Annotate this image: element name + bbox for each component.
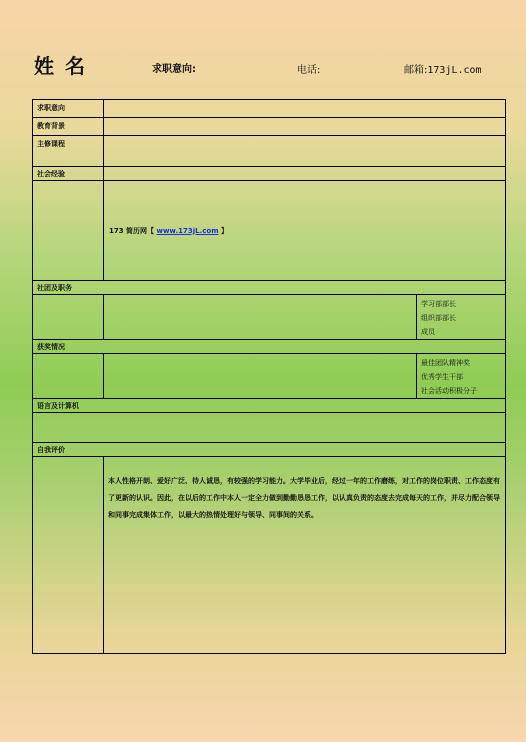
award-item: 社会活动积极分子 [421, 387, 477, 395]
experience-header-filler [104, 167, 506, 181]
row-awards-body [33, 354, 506, 399]
clubs-content[interactable] [104, 295, 417, 340]
row-awards-header [33, 340, 506, 354]
row-clubs-body [33, 295, 506, 340]
award-item: 最佳团队精神奖 [421, 359, 470, 367]
row-job-intent [33, 100, 506, 118]
experience-prefix: 173 简历网【 [109, 226, 155, 235]
experience-suffix: 】 [220, 226, 228, 235]
phone-label: 电话: [297, 65, 321, 76]
row-language-body [33, 413, 506, 443]
resume-header [0, 0, 526, 90]
row-experience-body [33, 181, 506, 281]
name-title: 姓 名 [34, 54, 87, 78]
awards-left-cell [33, 354, 104, 399]
job-intent-header-label: 求职意向: [152, 64, 196, 75]
self-eval-left-cell [33, 457, 104, 654]
experience-left-cell [33, 181, 104, 281]
email-value: 173jL.com [427, 65, 482, 76]
row-experience-header [33, 167, 506, 181]
experience-label: 社会经验 [33, 167, 104, 181]
award-item: 优秀学生干部 [421, 373, 463, 381]
site-link[interactable]: www.173jL.com [156, 226, 219, 235]
email-label-text: 邮箱: [404, 65, 428, 76]
job-intent-content[interactable] [104, 100, 506, 118]
awards-list [417, 354, 506, 399]
self-eval-label: 自我评价 [33, 443, 506, 457]
language-content[interactable] [33, 413, 506, 443]
club-role-item: 组织部部长 [421, 314, 456, 322]
clubs-label: 社团及职务 [33, 281, 506, 295]
clubs-left-cell [33, 295, 104, 340]
education-label: 教育背景 [33, 118, 104, 136]
row-language-header [33, 399, 506, 413]
self-eval-content[interactable]: 本人性格开朗、爱好广泛、待人诚恳，有较强的学习能力。大学毕业后，经过一年的工作磨练，对工作的岗位职责、工作态度有了更新的认识。因此，在以后的工作中本人一定全力做到勤勤恳恳工作，以认真负责的态度去完成每天的工作，并尽力配合领导和同事完成集体工作，以最大的热情处理好与领导、同事间的关系。 [104, 457, 506, 654]
awards-content[interactable] [104, 354, 417, 399]
courses-label: 主修课程 [33, 136, 104, 167]
experience-content[interactable] [104, 181, 506, 281]
resume-table [32, 99, 506, 654]
row-courses [33, 136, 506, 167]
education-content[interactable] [104, 118, 506, 136]
row-clubs-header [33, 281, 506, 295]
language-label: 语言及计算机 [33, 399, 506, 413]
awards-label: 获奖情况 [33, 340, 506, 354]
clubs-roles [417, 295, 506, 340]
club-role-item: 学习部部长 [421, 300, 456, 308]
email-label [404, 61, 482, 76]
row-education [33, 118, 506, 136]
club-role-item: 成员 [421, 328, 435, 336]
row-self-eval-header [33, 443, 506, 457]
courses-content[interactable] [104, 136, 506, 167]
job-intent-label: 求职意向 [33, 100, 104, 118]
row-self-eval-body [33, 457, 506, 654]
